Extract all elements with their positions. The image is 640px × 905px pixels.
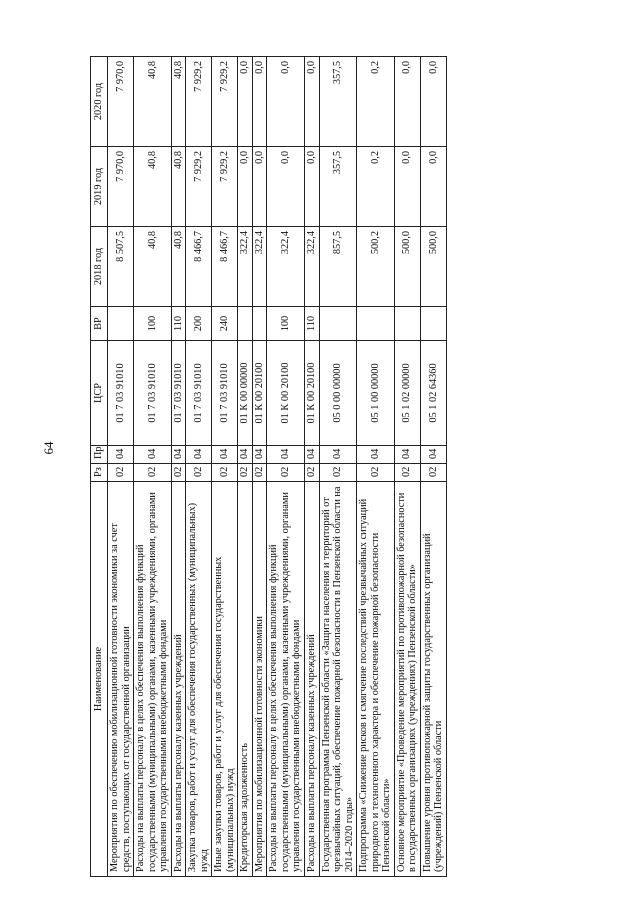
cell-vr xyxy=(108,307,134,341)
cell-name: Повышение уровня противопожарной защиты государственных организаций (учреждений) Пензенской области xyxy=(420,482,446,877)
cell-csr: 01 К 00 00000 xyxy=(238,341,253,446)
header-rz: Рз xyxy=(91,464,108,482)
cell-2019: 7 929,2 xyxy=(186,147,212,227)
cell-vr xyxy=(357,307,395,341)
table-row xyxy=(108,57,134,877)
cell-2020: 7 929,2 xyxy=(212,57,238,147)
cell-name: Иные закупки товаров, работ и услуг для обеспечения государственных (муниципальных) нужд xyxy=(212,482,238,877)
cell-pr: 04 xyxy=(394,446,420,464)
cell-2020: 0,2 xyxy=(357,57,395,147)
cell-vr xyxy=(319,307,357,341)
table-row xyxy=(252,57,267,877)
cell-2019: 40,8 xyxy=(171,147,186,227)
cell-csr: 01 К 00 20100 xyxy=(267,341,305,446)
cell-vr xyxy=(420,307,446,341)
cell-name: Расходы на выплаты персоналу казенных учреждений xyxy=(171,482,186,877)
cell-2019: 0,0 xyxy=(304,147,319,227)
cell-rz: 02 xyxy=(108,464,134,482)
budget-table-container xyxy=(90,57,565,877)
header-pr: Пр xyxy=(91,446,108,464)
cell-pr: 04 xyxy=(171,446,186,464)
cell-2018: 8 507,5 xyxy=(108,227,134,307)
cell-pr: 04 xyxy=(252,446,267,464)
cell-rz: 02 xyxy=(394,464,420,482)
header-2019: 2019 год xyxy=(91,147,108,227)
cell-2020: 0,0 xyxy=(267,57,305,147)
cell-2018: 322,4 xyxy=(252,227,267,307)
cell-2020: 0,0 xyxy=(304,57,319,147)
cell-name: Основное мероприятие «Проведение мероприятий по противопожарной безопасности в государственных организациях (учреждениях) Пензенской области» xyxy=(394,482,420,877)
cell-name: Расходы на выплаты персоналу в целях обеспечения выполнения функций государственными (муниципальными) органами, казенными учреждениями, органами управления государственными внебюджетными фондами xyxy=(267,482,305,877)
cell-csr: 01 7 03 91010 xyxy=(171,341,186,446)
cell-2020: 0,0 xyxy=(394,57,420,147)
cell-rz: 02 xyxy=(186,464,212,482)
cell-2018: 8 466,7 xyxy=(186,227,212,307)
cell-2020: 40,8 xyxy=(134,57,172,147)
cell-2018: 500,0 xyxy=(394,227,420,307)
cell-pr: 04 xyxy=(304,446,319,464)
cell-vr xyxy=(238,307,253,341)
cell-2020: 7 929,2 xyxy=(186,57,212,147)
table-row xyxy=(238,57,253,877)
cell-2019: 40,8 xyxy=(134,147,172,227)
cell-2018: 322,4 xyxy=(304,227,319,307)
cell-2018: 500,0 xyxy=(420,227,446,307)
header-2018: 2018 год xyxy=(91,227,108,307)
cell-2018: 322,4 xyxy=(238,227,253,307)
cell-2019: 0,0 xyxy=(394,147,420,227)
cell-vr: 100 xyxy=(134,307,172,341)
cell-2020: 0,0 xyxy=(420,57,446,147)
table-row xyxy=(212,57,238,877)
cell-2019: 7 970,0 xyxy=(108,147,134,227)
header-name: Наименование xyxy=(91,482,108,877)
cell-pr: 04 xyxy=(108,446,134,464)
table-row xyxy=(304,57,319,877)
cell-pr: 04 xyxy=(319,446,357,464)
cell-2019: 0,0 xyxy=(420,147,446,227)
cell-rz: 02 xyxy=(134,464,172,482)
cell-csr: 01 К 00 20100 xyxy=(304,341,319,446)
cell-rz: 02 xyxy=(252,464,267,482)
cell-2020: 357,5 xyxy=(319,57,357,147)
cell-2019: 7 929,2 xyxy=(212,147,238,227)
cell-2019: 357,5 xyxy=(319,147,357,227)
cell-2018: 857,5 xyxy=(319,227,357,307)
table-row xyxy=(134,57,172,877)
cell-rz: 02 xyxy=(319,464,357,482)
cell-name: Государственная программа Пензенской области «Защита населения и территорий от чрезвычайных ситуаций, обеспечение пожарной безопасности в Пензенской области на 2014–2020 годы» xyxy=(319,482,357,877)
cell-pr: 04 xyxy=(238,446,253,464)
cell-vr: 240 xyxy=(212,307,238,341)
cell-2020: 7 970,0 xyxy=(108,57,134,147)
cell-name: Кредиторская задолженность xyxy=(238,482,253,877)
cell-name: Расходы на выплаты персоналу казенных учреждений xyxy=(304,482,319,877)
cell-csr: 01 7 03 91010 xyxy=(108,341,134,446)
cell-2020: 0,0 xyxy=(252,57,267,147)
cell-name: Подпрограмма «Снижение рисков и смягчение последствий чрезвычайных ситуаций природного и техногенного характера и обеспечение пожарной безопасности Пензенской области» xyxy=(357,482,395,877)
cell-rz: 02 xyxy=(304,464,319,482)
cell-rz: 02 xyxy=(267,464,305,482)
cell-2018: 40,8 xyxy=(134,227,172,307)
table-row xyxy=(171,57,186,877)
table-row xyxy=(319,57,357,877)
cell-vr: 110 xyxy=(171,307,186,341)
cell-2018: 322,4 xyxy=(267,227,305,307)
cell-pr: 04 xyxy=(357,446,395,464)
budget-table xyxy=(90,56,447,877)
cell-pr: 04 xyxy=(420,446,446,464)
cell-pr: 04 xyxy=(186,446,212,464)
cell-rz: 02 xyxy=(357,464,395,482)
cell-pr: 04 xyxy=(212,446,238,464)
cell-vr: 100 xyxy=(267,307,305,341)
cell-vr xyxy=(252,307,267,341)
cell-csr: 01 К 00 20100 xyxy=(252,341,267,446)
table-row xyxy=(357,57,395,877)
cell-vr: 110 xyxy=(304,307,319,341)
cell-2019: 0,0 xyxy=(238,147,253,227)
cell-name: Закупка товаров, работ и услуг для обеспечения государственных (муниципальных) нужд xyxy=(186,482,212,877)
cell-csr: 05 1 00 00000 xyxy=(357,341,395,446)
cell-2020: 0,0 xyxy=(238,57,253,147)
cell-vr xyxy=(394,307,420,341)
cell-csr: 01 7 03 91010 xyxy=(212,341,238,446)
cell-name: Мероприятия по обеспечению мобилизационной готовности экономики за счет средств, поступающих от государственной организации xyxy=(108,482,134,877)
cell-pr: 04 xyxy=(134,446,172,464)
page-number: 64 xyxy=(41,441,56,455)
cell-pr: 04 xyxy=(267,446,305,464)
cell-vr: 200 xyxy=(186,307,212,341)
table-row xyxy=(420,57,446,877)
cell-rz: 02 xyxy=(171,464,186,482)
cell-2019: 0,2 xyxy=(357,147,395,227)
cell-rz: 02 xyxy=(238,464,253,482)
cell-csr: 01 7 03 91010 xyxy=(134,341,172,446)
cell-2019: 0,0 xyxy=(267,147,305,227)
cell-csr: 05 1 02 00000 xyxy=(394,341,420,446)
cell-rz: 02 xyxy=(212,464,238,482)
cell-csr: 05 0 00 00000 xyxy=(319,341,357,446)
table-row xyxy=(186,57,212,877)
header-vr: ВР xyxy=(91,307,108,341)
header-csr: ЦСР xyxy=(91,341,108,446)
cell-2019: 0,0 xyxy=(252,147,267,227)
table-row xyxy=(267,57,305,877)
header-2020: 2020 год xyxy=(91,57,108,147)
cell-rz: 02 xyxy=(420,464,446,482)
cell-csr: 05 1 02 64360 xyxy=(420,341,446,446)
table-header-row xyxy=(91,57,108,877)
cell-2020: 40,8 xyxy=(171,57,186,147)
table-row xyxy=(394,57,420,877)
cell-2018: 8 466,7 xyxy=(212,227,238,307)
cell-name: Расходы на выплаты персоналу в целях обеспечения выполнения функций государственными (муниципальными) органами, казенными учреждениями, органами управления государственными внебюджетными фондами xyxy=(134,482,172,877)
cell-csr: 01 7 03 91010 xyxy=(186,341,212,446)
cell-name: Мероприятия по мобилизационной готовности экономики xyxy=(252,482,267,877)
cell-2018: 500,2 xyxy=(357,227,395,307)
cell-2018: 40,8 xyxy=(171,227,186,307)
